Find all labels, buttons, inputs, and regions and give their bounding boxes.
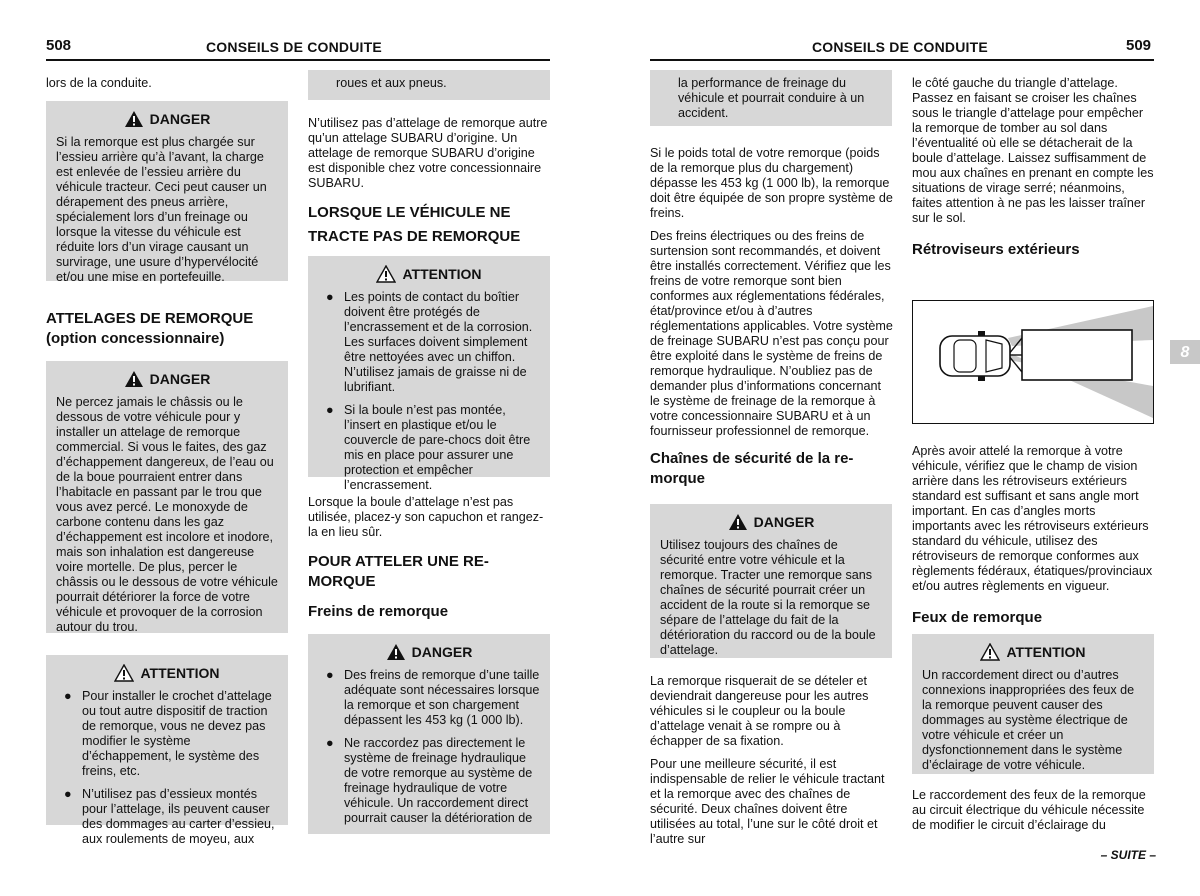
box-heading: [660, 512, 882, 532]
body-text: lors de la conduite.: [46, 76, 152, 90]
right-column-1b: [650, 674, 894, 855]
section-title-line1: LORSQUE LE VÉHICULE NE: [308, 204, 511, 221]
header-rule-left: [46, 59, 550, 61]
danger-box: [308, 634, 550, 834]
page-number-left: 508: [46, 37, 72, 54]
danger-box: [650, 504, 892, 658]
subhead: Feux de remorque: [912, 609, 1043, 626]
subhead-line1: Chaînes de sécurité de la re-: [650, 450, 854, 467]
header-rule-right: [650, 59, 1154, 61]
body-text: Après avoir attelé la remorque à votre véhicule, vérifiez que le champ de vision arrière dans les rétroviseurs extérieurs standard est suffisant et sans angle mort important. En cas d’angles morts importants avec les rétroviseurs extérieurs standard du véhicule, utilisez des rétroviseurs de remorque conformes aux règlements fédéraux, étatiques/provinciaux et/ou autres règlements en vigueur.: [912, 444, 1153, 593]
box-continuation-text: roues et aux pneus.: [336, 76, 447, 90]
left-column-2: [308, 116, 552, 199]
attention-label: ATTENTION: [402, 265, 482, 282]
warning-triangle-icon: [386, 643, 406, 661]
box-continuation: [308, 70, 550, 100]
warning-triangle-icon: [124, 110, 144, 128]
box-continuation: [650, 70, 892, 126]
body-text: Pour une meilleure sécurité, il est indispensable de relier le véhicule tractant et la remorque avec des chaînes de sécurité. Deux chaînes doivent être utilisées au total, l’une sur le côté droit et l’autre sur: [650, 757, 885, 846]
list-item: ● Des freins de remorque d’une taille adéquate sont nécessaires lorsque la remorque et son chargement dépassent les 453 kg (1 000 lb).: [326, 668, 540, 727]
section-title: [308, 552, 558, 622]
danger-label: DANGER: [411, 643, 473, 660]
body-text: Le raccordement des feux de la remorque au circuit électrique du véhicule nécessite de modifier le circuit d’éclairage du: [912, 788, 1146, 832]
box-heading: [56, 109, 278, 129]
caution-triangle-icon: [114, 664, 134, 682]
box-heading: [318, 264, 540, 284]
danger-text: Ne percez jamais le châssis ou le dessous de votre véhicule pour y installer un attelage de remorque commercial. Si vous le faites, des gaz d’échappement dangereux, de l’eau ou de la boue pourraient entrer dans l’habitacle en passant par le trou que vous avez percé. Le monoxyde de carbone contenu dans les gaz d’échappement est incolore et inodore, mais son inhalation est dangereuse voire mortelle. De plus, percer le châssis ou le dessous de votre véhicule pourrait détériorer la force de votre véhicule et provoquer de la corrosion autour du trou.: [56, 395, 278, 634]
continued-label: – SUITE –: [1100, 848, 1156, 862]
attention-box: [46, 655, 288, 846]
list-item: ● N’utilisez pas d’essieux montés pour l’attelage, ils peuvent causer des dommages au carter d’essieu, aux roulements de moyeu, aux: [64, 787, 275, 846]
body-text: N’utilisez pas d’attelage de remorque autre qu’un attelage SUBARU d’origine. Un attelage de remorque SUBARU d’origine est disponible chez votre concessionnaire SUBARU.: [308, 116, 548, 190]
subhead: Rétroviseurs extérieurs: [912, 241, 1080, 258]
attention-box: [308, 256, 550, 492]
right-column-1: [650, 146, 894, 489]
section-title: [308, 203, 558, 247]
warning-triangle-icon: [728, 513, 748, 531]
danger-label: DANGER: [149, 110, 211, 127]
attention-text: Un raccordement direct ou d’autres connexions inappropriées des feux de la remorque peuvent causer des dommages au système électrique de votre véhicule et créer un dysfonctionnement dans le système d’éclairage de votre véhicule.: [922, 668, 1135, 772]
attention-label: ATTENTION: [1006, 643, 1086, 660]
subhead-line2: morque: [650, 470, 706, 487]
danger-box: [46, 101, 288, 284]
box-heading: [56, 369, 278, 389]
danger-text: Si la remorque est plus chargée sur l’essieu arrière qu’à l’avant, la charge est enlevée de l’essieu arrière du véhicule tracteur. Ceci peut causer un dérapement des pneus arrière, spécialement lors d’un freinage ou lorsque la vitesse du véhicule est réduite lors d’un virage causant un survirage, une usure d’hypervélocité et/ou une mise en portefeuille.: [56, 135, 267, 284]
body-text: le côté gauche du triangle d’attelage. Passez en faisant se croiser les chaînes sous le triangle d’attelage pour empêcher la remorque de tomber au sol dans l’éventualité où elle se détacherait de la boule d’attelage. Laissez suffisamment de mou aux chaînes en prenant en compte les situations de virage serré; néanmoins, faites attention à ne pas les laisser traîner sur le sol.: [912, 76, 1154, 225]
running-head-left: CONSEILS DE CONDUITE: [206, 39, 382, 55]
danger-box: [46, 361, 288, 633]
right-column-2b: [912, 444, 1156, 628]
list-item: ● Les points de contact du boîtier doivent être protégés de l’encrassement et de la corrosion. Les surfaces doivent simplement être nettoyées avec un chiffon. N’utilisez jamais de graisse ni de lubrifiant.: [326, 290, 533, 394]
danger-label: DANGER: [753, 513, 815, 530]
section-title-line1: POUR ATTELER UNE RE-: [308, 553, 489, 570]
section-title-line2: (option concessionnaire): [46, 330, 225, 347]
caution-triangle-icon: [376, 265, 396, 283]
section-title-line1: ATTELAGES DE REMORQUE: [46, 310, 254, 327]
attention-box: [912, 634, 1154, 774]
caution-triangle-icon: [980, 643, 1000, 661]
danger-label: DANGER: [149, 370, 211, 387]
chapter-tab: 8: [1170, 340, 1200, 364]
left-column-2b: [308, 495, 552, 548]
box-heading: [922, 642, 1144, 662]
list-item: ● Ne raccordez pas directement le système de freinage hydraulique de votre remorque au système de freinage hydraulique de votre véhicule. Un raccordement direct pourrait causer la détérioration de: [326, 736, 533, 825]
subhead: Freins de remorque: [308, 603, 449, 620]
box-heading: [318, 642, 540, 662]
section-title: [46, 309, 296, 349]
right-column-2: [912, 76, 1156, 260]
body-text: La remorque risquerait de se dételer et deviendrait dangereuse pour les autres véhicules si le coupleur ou la boule d’attelage venait à se rompre ou à échapper de sa fixation.: [650, 674, 869, 748]
body-text: Lorsque la boule d’attelage n’est pas utilisée, placez-y son capuchon et rangez-la en lieu sûr.: [308, 495, 544, 539]
section-title-line2: MORQUE: [308, 573, 376, 590]
body-text: Si le poids total de votre remorque (poids de la remorque plus du chargement) dépasse les 453 kg (1 000 lb), la remorque doit être équipée de son propre système de freins.: [650, 146, 893, 220]
mirror-view-illustration: [912, 300, 1154, 424]
right-column-2c: [912, 788, 1156, 841]
page-number-right: 509: [1126, 37, 1152, 54]
body-text: Des freins électriques ou des freins de surtension sont recommandés, et doivent être installés correctement. Vérifiez que les freins de votre remorque sont bien conformes aux réglementations fédérales, état/province et/ou à d’autres réglementations applicables. Votre système de freinage SUBARU n’est pas conçu pour être exploité dans le système de freins de remorque hydraulique. N’oubliez pas de demander plus d’informations concernant le système de freinage de la remorque à votre concessionnaire SUBARU et à un fournisseur professionnel de remorque.: [650, 229, 893, 438]
running-head-right: CONSEILS DE CONDUITE: [812, 39, 988, 55]
warning-triangle-icon: [124, 370, 144, 388]
list-item: ● Pour installer le crochet d’attelage ou tout autre dispositif de traction de remorque, vous ne devez pas modifier le système d’échappement, le système des freins, etc.: [64, 689, 272, 778]
box-continuation-text: la performance de freinage du véhicule et pourrait conduire à un accident.: [678, 76, 865, 120]
attention-label: ATTENTION: [140, 664, 220, 681]
left-column-1: [46, 76, 288, 99]
box-heading: [56, 663, 278, 683]
danger-text: Utilisez toujours des chaînes de sécurité entre votre véhicule et la remorque. Tracter une remorque sans chaînes de sécurité pourrait créer un accident de la route si la remorque se sépare de l’attelage du fait de la détérioration du raccord ou de la boule d’attelage.: [660, 538, 876, 657]
list-item: ● Si la boule n’est pas montée, l’insert en plastique et/ou le couvercle de pare-chocs doit être mis en place pour assurer une protection et empêcher l’encrassement.: [326, 403, 531, 492]
section-title-line2: TRACTE PAS DE REMORQUE: [308, 228, 521, 245]
